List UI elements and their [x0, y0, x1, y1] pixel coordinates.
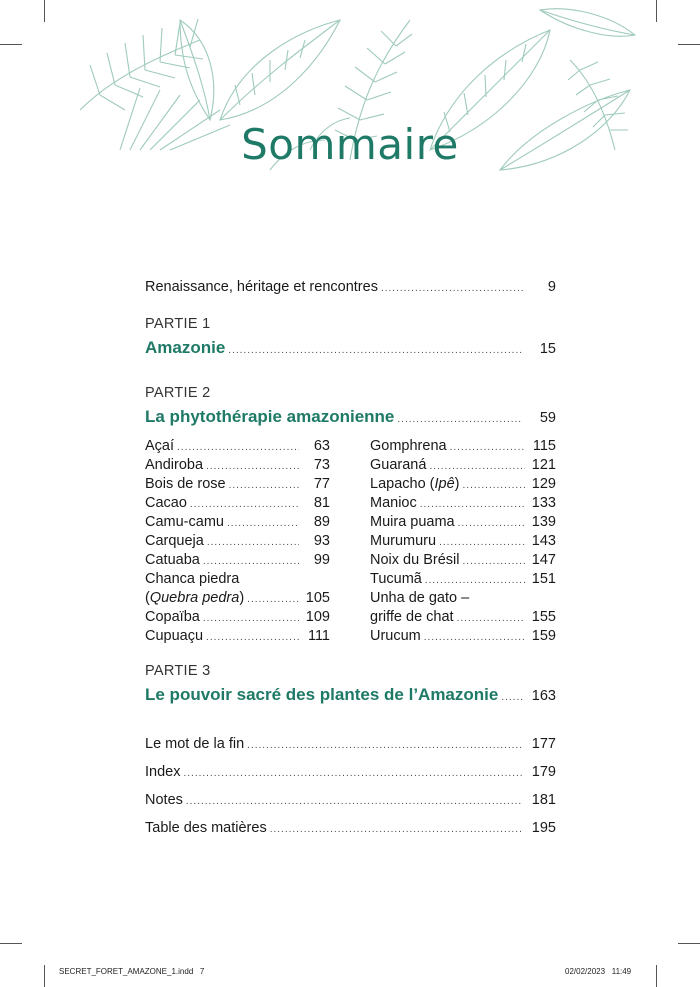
leader-dots [206, 458, 299, 476]
toc-plant [370, 475, 556, 495]
leader-dots [457, 610, 525, 628]
leader-dots [429, 458, 525, 476]
leader-dots [397, 409, 523, 431]
toc-plant [145, 475, 330, 495]
plant-name: Muira puama [370, 514, 455, 530]
crop-mark [678, 943, 700, 944]
crop-mark [656, 0, 657, 22]
toc-plant [145, 589, 330, 609]
leader-dots [229, 477, 299, 495]
leader-dots [190, 496, 299, 514]
toc-plant [145, 456, 330, 476]
toc-entry-label: Index [145, 764, 181, 780]
plant-name: Noix du Brésil [370, 552, 460, 568]
leader-dots [203, 610, 299, 628]
toc-entry-page: 177 [531, 736, 556, 752]
leader-dots [450, 439, 525, 457]
toc-entry-intro [145, 278, 556, 298]
toc-entry [145, 763, 556, 783]
toc-plant [145, 513, 330, 533]
toc-plant [370, 494, 556, 514]
plant-page: 147 [531, 552, 556, 568]
leader-dots [463, 477, 525, 495]
toc-entry [145, 791, 556, 811]
plant-name: Copaïba [145, 609, 200, 625]
toc-plant [370, 456, 556, 476]
plant-name: Manioc [370, 495, 417, 511]
crop-mark [0, 943, 22, 944]
plant-page: 159 [531, 628, 556, 644]
leader-dots [270, 821, 523, 839]
plant-page: 109 [305, 609, 330, 625]
toc-entry-page: 9 [547, 279, 556, 295]
part-title: Le pouvoir sacré des plantes de l’Amazonie [145, 685, 499, 704]
plant-name: Cacao [145, 495, 187, 511]
toc-entry-label: Table des matières [145, 820, 267, 836]
plant-page: 89 [313, 514, 330, 530]
toc-entry-page: 195 [531, 820, 556, 836]
plant-name: Carqueja [145, 533, 204, 549]
toc-entry-page: 59 [539, 410, 556, 426]
part-label: PARTIE 1 [145, 316, 211, 332]
leader-dots [207, 534, 299, 552]
crop-mark [0, 44, 22, 45]
crop-mark [44, 965, 45, 987]
plant-page: 73 [313, 457, 330, 473]
plant-page: 139 [531, 514, 556, 530]
plant-page: 63 [313, 438, 330, 454]
toc-entry [145, 819, 556, 839]
leader-dots [183, 765, 523, 783]
plant-name: Camu-camu [145, 514, 224, 530]
toc-entry-label: Renaissance, héritage et rencontres [145, 279, 378, 295]
leader-dots [462, 553, 525, 571]
toc-entry-label: Notes [145, 792, 183, 808]
plant-page: 115 [532, 438, 556, 454]
toc-plant [370, 627, 556, 647]
leader-dots [247, 591, 299, 609]
toc-plant [370, 437, 556, 457]
plant-page: 129 [531, 476, 556, 492]
leader-dots [186, 793, 523, 811]
plant-name: Guaraná [370, 457, 427, 473]
toc-part-2 [145, 406, 556, 431]
crop-mark [678, 44, 700, 45]
plant-name: Tucumã [370, 571, 422, 587]
plant-page: 99 [313, 552, 330, 568]
plant-name: Urucum [370, 628, 421, 644]
toc-plant [370, 513, 556, 533]
toc-plant [145, 437, 330, 457]
leader-dots [424, 629, 525, 647]
plant-page: 81 [313, 495, 330, 511]
leader-dots [425, 572, 525, 590]
toc-plant [145, 532, 330, 552]
leader-dots [458, 515, 525, 533]
plant-page: 77 [313, 476, 330, 492]
toc-plant [145, 627, 330, 647]
toc-entry-page: 15 [539, 341, 556, 357]
leader-dots [228, 340, 523, 362]
plant-page: 105 [305, 590, 330, 606]
toc-entry-page: 181 [531, 792, 556, 808]
plant-page: 151 [531, 571, 556, 587]
toc-plant [370, 532, 556, 552]
part-title: Amazonie [145, 338, 226, 357]
plant-page: 121 [531, 457, 556, 473]
toc-plant [370, 570, 556, 590]
toc-entry [145, 735, 556, 755]
crop-mark [656, 965, 657, 987]
toc-part-3 [145, 684, 556, 709]
toc-entry-page: 179 [531, 764, 556, 780]
part-label: PARTIE 2 [145, 385, 211, 401]
plant-name-cont: (Quebra pedra) [145, 590, 245, 606]
toc-part-1 [145, 337, 556, 362]
plant-name-cont: griffe de chat [370, 609, 454, 625]
plant-name: Cupuaçu [145, 628, 204, 644]
plant-name: Unha de gato – [370, 590, 470, 606]
leader-dots [501, 687, 523, 709]
leader-dots [227, 515, 299, 533]
page-title: Sommaire [241, 120, 459, 169]
leader-dots [247, 737, 523, 755]
leader-dots [206, 629, 299, 647]
toc-plant [145, 494, 330, 514]
plant-name: Andiroba [145, 457, 204, 473]
toc-plant [370, 551, 556, 571]
plant-name: Bois de rose [145, 476, 226, 492]
plant-page: 93 [313, 533, 330, 549]
footer-datetime: 02/02/2023 11:49 [565, 967, 632, 976]
plant-name: Murumuru [370, 533, 437, 549]
leader-dots [439, 534, 525, 552]
plant-name: Gomphrena [370, 438, 447, 454]
toc-entry-page: 163 [531, 688, 556, 704]
plant-name: Chanca piedra [145, 571, 240, 587]
leader-dots [381, 280, 523, 298]
toc-plant [145, 551, 330, 571]
plant-name: Catuaba [145, 552, 200, 568]
plant-page: 155 [531, 609, 556, 625]
leader-dots [203, 553, 299, 571]
toc-plant [370, 608, 556, 628]
toc-entry-label: Le mot de la fin [145, 736, 245, 752]
part-label: PARTIE 3 [145, 663, 211, 679]
plant-name: Lapacho (Ipê) [370, 476, 460, 492]
plant-name: Açaí [145, 438, 175, 454]
part-title: La phytothérapie amazonienne [145, 407, 395, 426]
footer-filename: SECRET_FORET_AMAZONE_1.indd 7 [59, 967, 205, 976]
plant-page: 133 [531, 495, 556, 511]
plant-page: 143 [531, 533, 556, 549]
leader-dots [420, 496, 525, 514]
leader-dots [177, 439, 299, 457]
crop-mark [44, 0, 45, 22]
toc-plant [145, 608, 330, 628]
plant-page: 111 [307, 628, 330, 644]
